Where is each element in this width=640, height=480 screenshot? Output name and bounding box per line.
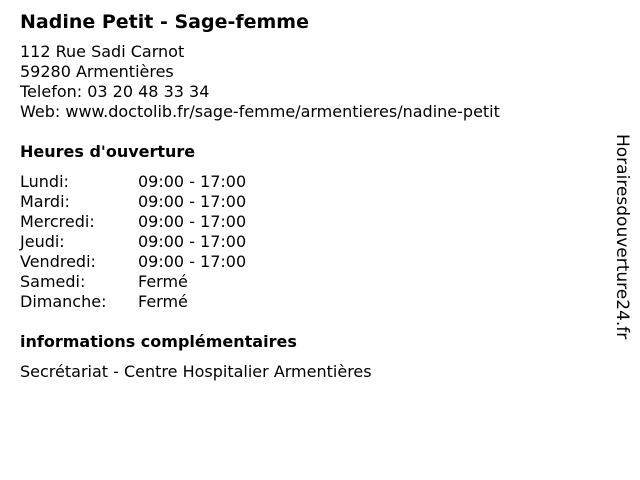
hours-row: [20, 212, 600, 232]
hours-time: Fermé: [138, 292, 188, 311]
business-card: [20, 10, 600, 382]
hours-row: [20, 192, 600, 212]
hours-day: Lundi:: [20, 172, 69, 191]
hours-day: Samedi:: [20, 272, 86, 291]
hours-day: Vendredi:: [20, 252, 96, 271]
hours-row: [20, 172, 600, 192]
hours-row: [20, 292, 600, 312]
website-link[interactable]: Web: www.doctolib.fr/sage-femme/armentieres/nadine-petit: [20, 102, 500, 121]
hours-day: Dimanche:: [20, 292, 107, 311]
hours-time: 09:00 - 17:00: [138, 212, 247, 231]
hours-row: [20, 252, 600, 272]
hours-day: Mercredi:: [20, 212, 95, 231]
contact-block: [20, 42, 600, 122]
site-brand-watermark: Horairesdouverture24.fr: [612, 134, 632, 340]
additional-info-text: Secrétariat - Centre Hospitalier Armentières: [20, 362, 372, 381]
opening-hours-heading: Heures d'ouverture: [20, 142, 196, 161]
phone-number: Telefon: 03 20 48 33 34: [20, 82, 210, 101]
additional-info-heading: informations complémentaires: [20, 332, 297, 351]
page-title: Nadine Petit - Sage-femme: [20, 11, 309, 33]
hours-day: Mardi:: [20, 192, 70, 211]
hours-time: 09:00 - 17:00: [138, 232, 247, 251]
hours-time: 09:00 - 17:00: [138, 192, 247, 211]
hours-time: 09:00 - 17:00: [138, 252, 247, 271]
city-address: 59280 Armentières: [20, 62, 174, 81]
opening-hours-table: [20, 172, 600, 312]
street-address: 112 Rue Sadi Carnot: [20, 42, 185, 61]
hours-day: Jeudi:: [20, 232, 65, 251]
hours-row: [20, 232, 600, 252]
hours-row: [20, 272, 600, 292]
hours-time: Fermé: [138, 272, 188, 291]
hours-time: 09:00 - 17:00: [138, 172, 247, 191]
